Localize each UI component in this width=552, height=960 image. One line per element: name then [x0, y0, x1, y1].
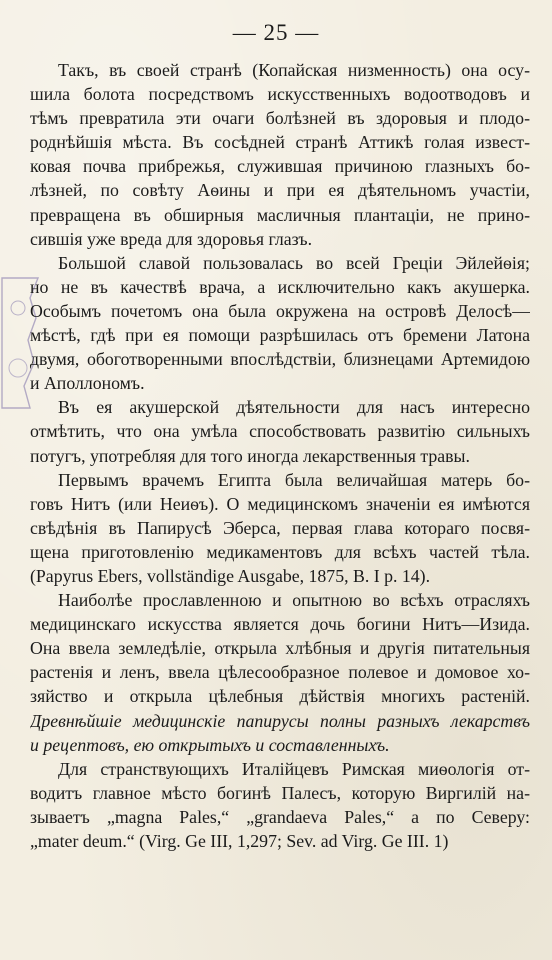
- text-line: Наиболѣе прославленною и опытною во всѣхъ отрасляхъ: [58, 590, 530, 611]
- text-line: Такъ, въ своей странѣ (Копайская низменность) она осу-: [58, 60, 530, 80]
- text-line: но не въ качествѣ врача, а исключительно какъ акушерка.: [30, 276, 530, 297]
- paragraph-1: [30, 58, 530, 251]
- paragraph-5: [30, 588, 530, 757]
- text-line: превращена въ обширныя масличныя плантаціи, не прино-: [30, 204, 530, 225]
- text-line: и Аполлономъ.: [30, 373, 145, 394]
- text-line: двумя, обоготворенными впослѣдствіи, близнецами Артемидою: [30, 349, 530, 370]
- text-line: зываетъ „magna Pales,“ „grandaeva Pales,“ а по Северу:: [30, 806, 530, 827]
- text-line: отмѣтить, что она умѣла способствовать развитію сильныхъ: [30, 421, 530, 442]
- text-line: зяйство и открыла цѣлебныя дѣйствія многихъ растеній.: [30, 686, 530, 707]
- text-line: лѣзней, по совѣту Аѳины и при ея дѣятельномъ участіи,: [30, 180, 530, 201]
- paragraph-3: [30, 395, 530, 467]
- text-line: сившія уже вреда для здоровья глазъ.: [30, 228, 313, 249]
- paragraph-4: [30, 468, 530, 588]
- text-line: Древнѣйшіе медицинскіе папирусы полны разныхъ лекарствъ: [30, 710, 530, 731]
- text-line: свѣдѣнія въ Папирусѣ Эберса, первая глава котораго посвя-: [30, 517, 530, 538]
- text-line: Въ ея акушерской дѣятельности для насъ интересно: [58, 397, 530, 418]
- text-line: растенія и ленъ, ввела цѣлесообразное полевое и домовое хо-: [30, 662, 530, 683]
- text-line: медицинскаго искусства является дочь богини Нитъ—Изида.: [30, 614, 530, 635]
- text-line: Для странствующихъ Италійцевъ Римская миѳологія от-: [58, 758, 530, 779]
- text-line: Особымъ почетомъ она была окружена на островѣ Делосѣ—: [30, 300, 530, 321]
- body-text: [30, 58, 530, 853]
- text-line: Первымъ врачемъ Египта была величайшая матерь бо-: [58, 469, 530, 490]
- text-line: шила болота посредствомъ искусственныхъ водоотводовъ и: [30, 84, 530, 105]
- text-line: (Papyrus Ebers, vollständige Ausgabe, 1875, B. I p. 14).: [30, 565, 431, 586]
- text-line: ковая почва прибрежья, служившая причиною глазныхъ бо-: [30, 156, 530, 177]
- text-line: потугъ, употребляя для того иногда лекарственныя травы.: [30, 445, 470, 466]
- text-line: тѣмъ превратила эти очаги болѣзней въ здоровыя и плодо-: [30, 108, 530, 129]
- paragraph-6: [30, 757, 530, 853]
- text-line: и рецептовъ, ею открытыхъ и составленныхъ.: [30, 734, 390, 755]
- text-line: говъ Нитъ (или Неиѳъ). О медицинскомъ значеніи ея имѣются: [30, 493, 530, 514]
- text-line: щена приготовленію медикаментовъ для всѣхъ частей тѣла.: [30, 541, 530, 562]
- text-line: Большой славой пользовалась во всей Греціи Эйлейѳія;: [58, 252, 530, 273]
- page-number: — 25 —: [232, 20, 320, 45]
- text-line: Она ввела земледѣліе, открыла хлѣбныя и другія питательныя: [30, 638, 530, 659]
- text-line: водитъ главное мѣсто богинѣ Палесъ, которую Виргилій на-: [30, 782, 530, 803]
- text-line: „mater deum.“ (Virg. Ge III, 1,297; Sev. ad Virg. Ge III. 1): [30, 831, 449, 851]
- paragraph-2: [30, 251, 530, 396]
- text-line: мѣстѣ, гдѣ при ея помощи разрѣшилась отъ бремени Латона: [30, 325, 530, 346]
- text-line: роднѣйшія мѣста. Въ сосѣдней странѣ Аттикѣ голая извест-: [30, 132, 530, 153]
